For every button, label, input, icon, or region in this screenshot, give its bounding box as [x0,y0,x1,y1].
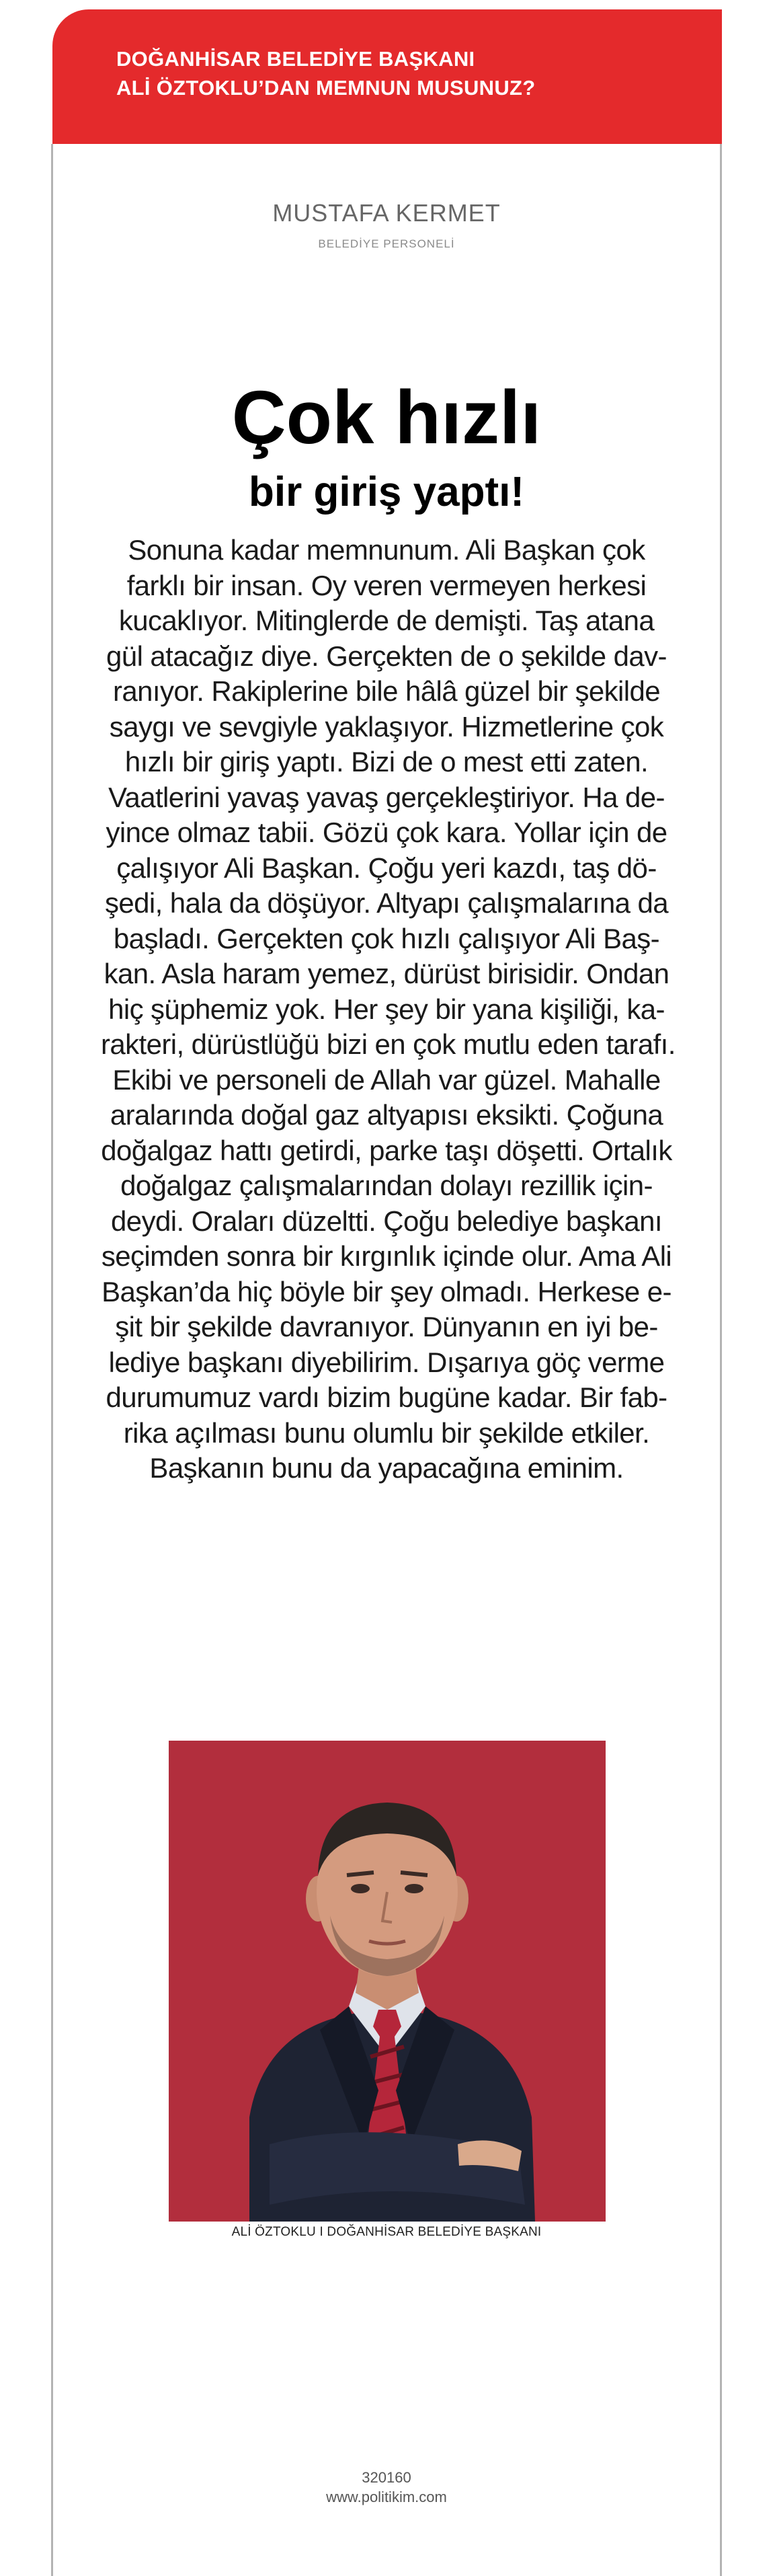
subheadline: bir giriş yaptı! [249,469,524,515]
left-eye [351,1884,370,1893]
body-line: başladı. Gerçekten çok hızlı çalışıyor Ali Baş- [113,922,660,954]
body-line: Ekibi ve personeli de Allah var güzel. Mahalle [112,1063,661,1096]
body-line: Başkanın bunu da yapacağına eminim. [149,1452,624,1484]
banner-title-line-1: DOĞANHİSAR BELEDİYE BAŞKANI [116,47,475,71]
footer-number: 320160 [362,2469,411,2486]
body-line: şedi, hala da döşüyor. Altyapı çalışmalarına da [105,887,668,919]
body-line: doğalgaz çalışmalarından dolayı rezillik için- [120,1170,653,1201]
mayor-portrait-photo [169,1741,606,2222]
body-line: deydi. Oraları düzeltti. Çoğu belediye başkanı [111,1205,662,1237]
right-eye [405,1884,423,1893]
body-line: seçimden sonra bir kırgınlık içinde olur. Ama Ali [101,1240,672,1272]
body-line: Vaatlerini yavaş yavaş gerçekleştiriyor. Ha de- [108,781,665,813]
author-role: BELEDİYE PERSONELİ [318,237,455,250]
banner-title-line-2: ALİ ÖZTOKLU’DAN MEMNUN MUSUNUZ? [116,76,536,100]
body-line: yince olmaz tabii. Gözü çok kara. Yollar için de [106,817,667,848]
body-line: rakteri, dürüstlüğü bizi en çok mutlu eden tarafı. [101,1028,676,1060]
body-line: doğalgaz hattı getirdi, parke taşı döşetti. Ortalık [101,1134,672,1166]
body-line: saygı ve sevgiyle yaklaşıyor. Hizmetlerine çok [109,710,664,743]
footer-url: www.politikim.com [326,2489,447,2505]
photo-caption: ALİ ÖZTOKLU I DOĞANHİSAR BELEDİYE BAŞKANI [231,2225,542,2239]
body-line: çalışıyor Ali Başkan. Çoğu yeri kazdı, taş dö- [116,851,657,884]
body-line: farklı bir insan. Oy veren vermeyen herkesi [126,569,647,601]
body-line: hızlı bir giriş yaptı. Bizi de o mest etti zaten. [124,746,649,778]
headline: Çok hızlı [231,375,542,459]
body-line: durumumuz vardı bizim bugüne kadar. Bir fab- [106,1381,667,1413]
body-line: kucaklıyor. Mitinglerde de demişti. Taş atana [118,605,655,636]
body-line: hiç şüphemiz yok. Her şey bir yana kişiliği, ka- [108,993,665,1025]
body-line: kan. Asla haram yemez, dürüst birisidir. Ondan [104,958,669,989]
body-line: rika açılması bunu olumlu bir şekilde etkiler. [123,1416,650,1449]
author-name: MUSTAFA KERMET [272,199,501,227]
portrait-illustration [169,1741,606,2222]
body-line: aralarında doğal gaz altyapısı eksikti. Çoğuna [110,1099,663,1131]
body-line: ranıyor. Rakiplerine bile hâlâ güzel bir şekilde [113,675,660,707]
body-line: Sonuna kadar memnunum. Ali Başkan çok [128,534,645,566]
body-line: lediye başkanı diyebilirim. Dışarıya göç verme [108,1346,665,1378]
header-banner [52,9,722,144]
body-line: Başkan’da hiç böyle bir şey olmadı. Herkese e- [101,1275,672,1308]
body-line: gül atacağız diye. Gerçekten de o şekilde dav- [106,640,667,672]
article-body [101,533,676,1486]
body-line: şit bir şekilde davranıyor. Dünyanın en iyi be- [115,1311,658,1342]
